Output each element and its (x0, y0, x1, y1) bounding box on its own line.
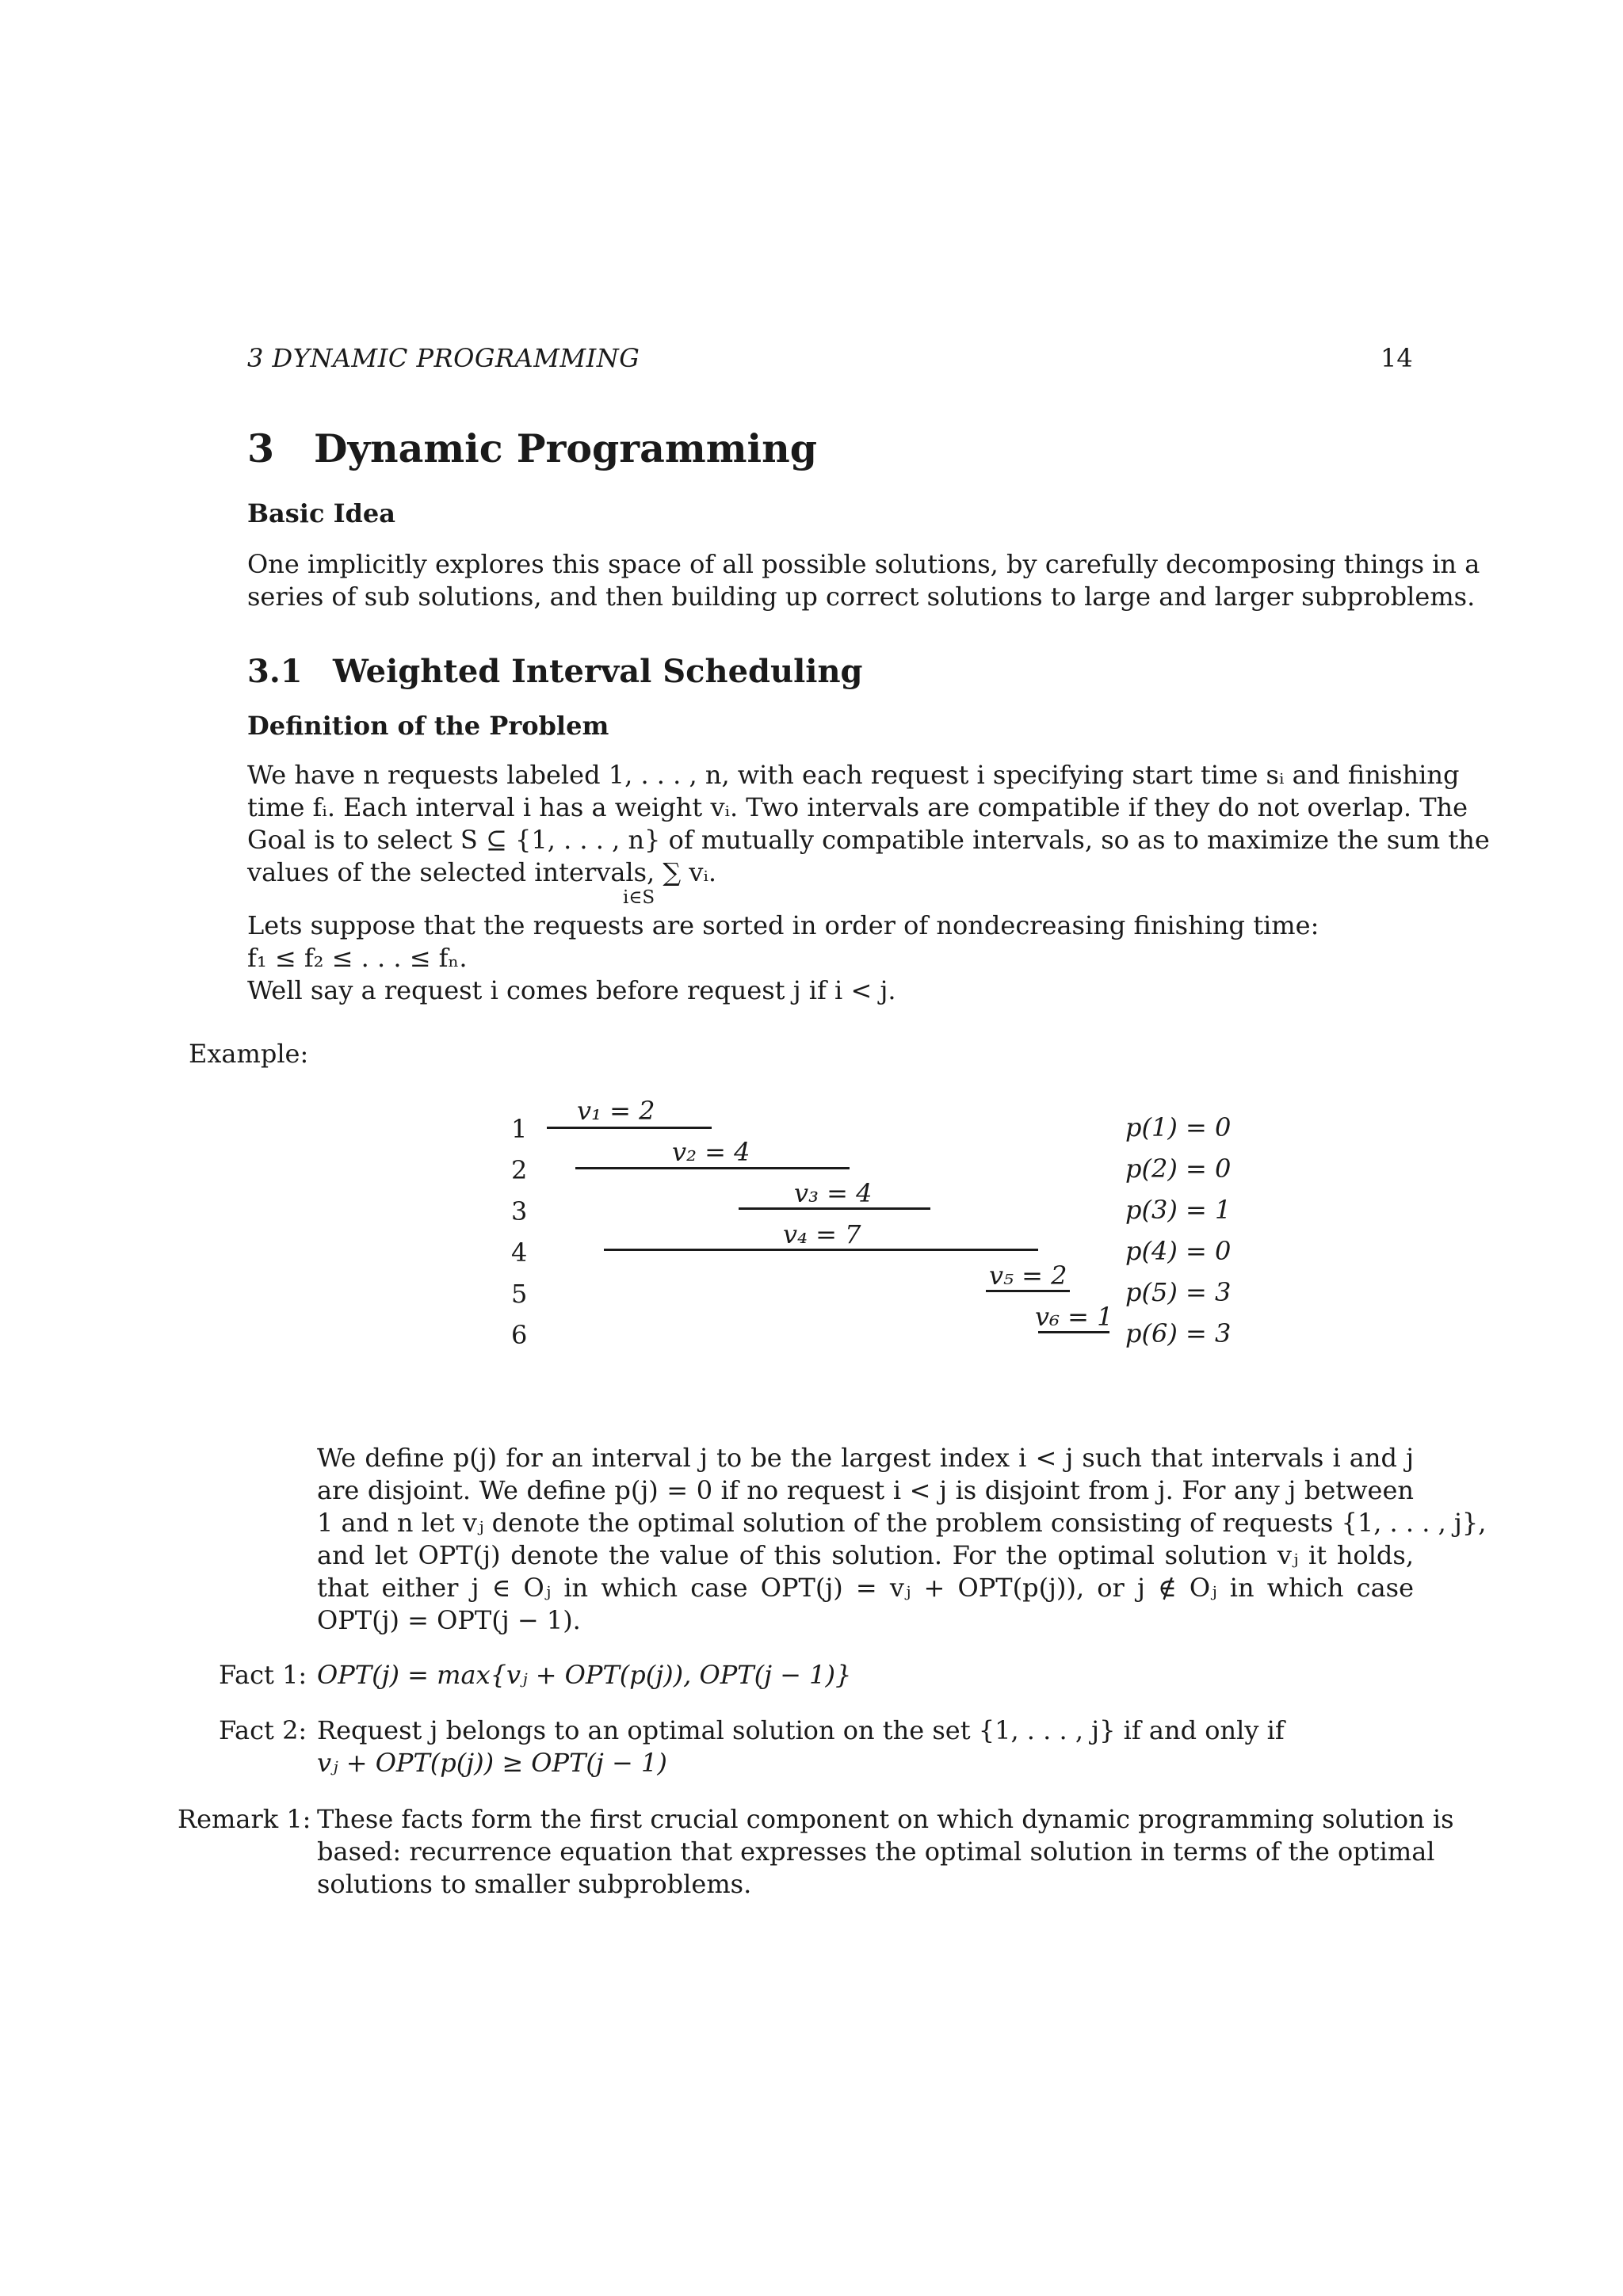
fact-1-text: OPT(j) = max{vⱼ + OPT(p(j)), OPT(j − 1)} (317, 1660, 852, 1690)
remark-1-label: Remark 1: (178, 1804, 311, 1834)
definition-line: values of the selected intervals, ∑ vᵢ. (247, 857, 717, 887)
chapter-number: 3 (247, 425, 275, 471)
row-number: 5 (511, 1279, 528, 1309)
p-value-label: p(6) = 3 (1125, 1318, 1232, 1348)
explanation-line: and let OPT(j) denote the value of this solution. For the optimal solution vⱼ it holds, (317, 1540, 1414, 1570)
section-number: 3.1 (247, 653, 303, 690)
row-number: 3 (511, 1196, 528, 1226)
basic-idea-line: series of sub solutions, and then building up correct solutions to large and larger subproblems. (247, 582, 1476, 612)
interval-bar (575, 1167, 850, 1169)
interval-weight-label: v₁ = 2 (577, 1096, 655, 1126)
definition-line: time fᵢ. Each interval i has a weight vᵢ. Two intervals are compatible if they do not overlap. The (247, 792, 1468, 822)
explanation-line: are disjoint. We define p(j) = 0 if no request i < j is disjoint from j. For any j between (317, 1475, 1414, 1505)
basic-idea-heading: Basic Idea (247, 498, 396, 528)
row-number: 1 (511, 1114, 528, 1144)
row-number: 4 (511, 1238, 528, 1268)
interval-weight-label: v₆ = 1 (1035, 1302, 1113, 1332)
remark-line: These facts form the first crucial component on which dynamic programming solution is (317, 1804, 1454, 1834)
interval-bar (547, 1127, 712, 1129)
definition-line: Goal is to select S ⊆ {1, . . . , n} of mutually compatible intervals, so as to maximize the sum the (247, 825, 1490, 855)
row-number: 6 (511, 1320, 528, 1350)
example-label: Example: (189, 1039, 309, 1069)
fact-2-label: Fact 2: (219, 1715, 307, 1745)
page-number: 14 (1381, 343, 1413, 373)
definition-heading: Definition of the Problem (247, 711, 609, 741)
remark-line: based: recurrence equation that expresses the optimal solution in terms of the optimal (317, 1836, 1435, 1867)
explanation-line: that either j ∈ Oⱼ in which case OPT(j) = vⱼ + OPT(p(j)), or j ∉ Oⱼ in which case (317, 1573, 1414, 1603)
definition-line: Well say a request i comes before request j if i < j. (247, 975, 896, 1005)
row-number: 2 (511, 1155, 528, 1185)
explanation-line: 1 and n let vⱼ denote the optimal solution of the problem consisting of requests {1, . . . , j}, (317, 1508, 1487, 1538)
basic-idea-line: One implicitly explores this space of all possible solutions, by carefully decomposing things in a (247, 549, 1480, 579)
p-value-label: p(5) = 3 (1125, 1277, 1232, 1307)
chapter-title: Dynamic Programming (314, 425, 818, 471)
explanation-paragraph (317, 1442, 1487, 1637)
definition-paragraph (247, 759, 1490, 889)
running-header-title: 3 DYNAMIC PROGRAMMING (247, 343, 640, 373)
remark-1-paragraph (317, 1803, 1454, 1901)
p-value-label: p(1) = 0 (1125, 1112, 1232, 1142)
remark-line: solutions to smaller subproblems. (317, 1869, 752, 1899)
explanation-line: We define p(j) for an interval j to be the largest index i < j such that intervals i and j (317, 1443, 1414, 1473)
p-value-label: p(3) = 1 (1125, 1195, 1232, 1225)
interval-weight-label: v₅ = 2 (989, 1261, 1067, 1291)
fact-1-label: Fact 1: (219, 1660, 307, 1690)
interval-weight-label: v₃ = 4 (794, 1178, 873, 1208)
p-value-label: p(4) = 0 (1125, 1236, 1232, 1266)
explanation-line: OPT(j) = OPT(j − 1). (317, 1605, 581, 1635)
sum-subscript: i∈S (623, 887, 655, 908)
interval-weight-label: v₂ = 4 (672, 1137, 750, 1167)
basic-idea-paragraph (247, 548, 1480, 613)
fact-2-text: vⱼ + OPT(p(j)) ≥ OPT(j − 1) (317, 1748, 667, 1778)
interval-weight-label: v₄ = 7 (783, 1219, 861, 1249)
definition-line: f₁ ≤ f₂ ≤ . . . ≤ fₙ. (247, 943, 468, 973)
definition-line: Lets suppose that the requests are sorted in order of nondecreasing finishing time: (247, 910, 1319, 940)
section-title: Weighted Interval Scheduling (333, 653, 863, 690)
definition-continuation (247, 910, 1414, 1007)
definition-line: We have n requests labeled 1, . . . , n, with each request i specifying start time sᵢ and finishing (247, 760, 1460, 790)
fact-2-text: Request j belongs to an optimal solution on the set {1, . . . , j} if and only if (317, 1715, 1285, 1745)
p-value-label: p(2) = 0 (1125, 1154, 1232, 1184)
